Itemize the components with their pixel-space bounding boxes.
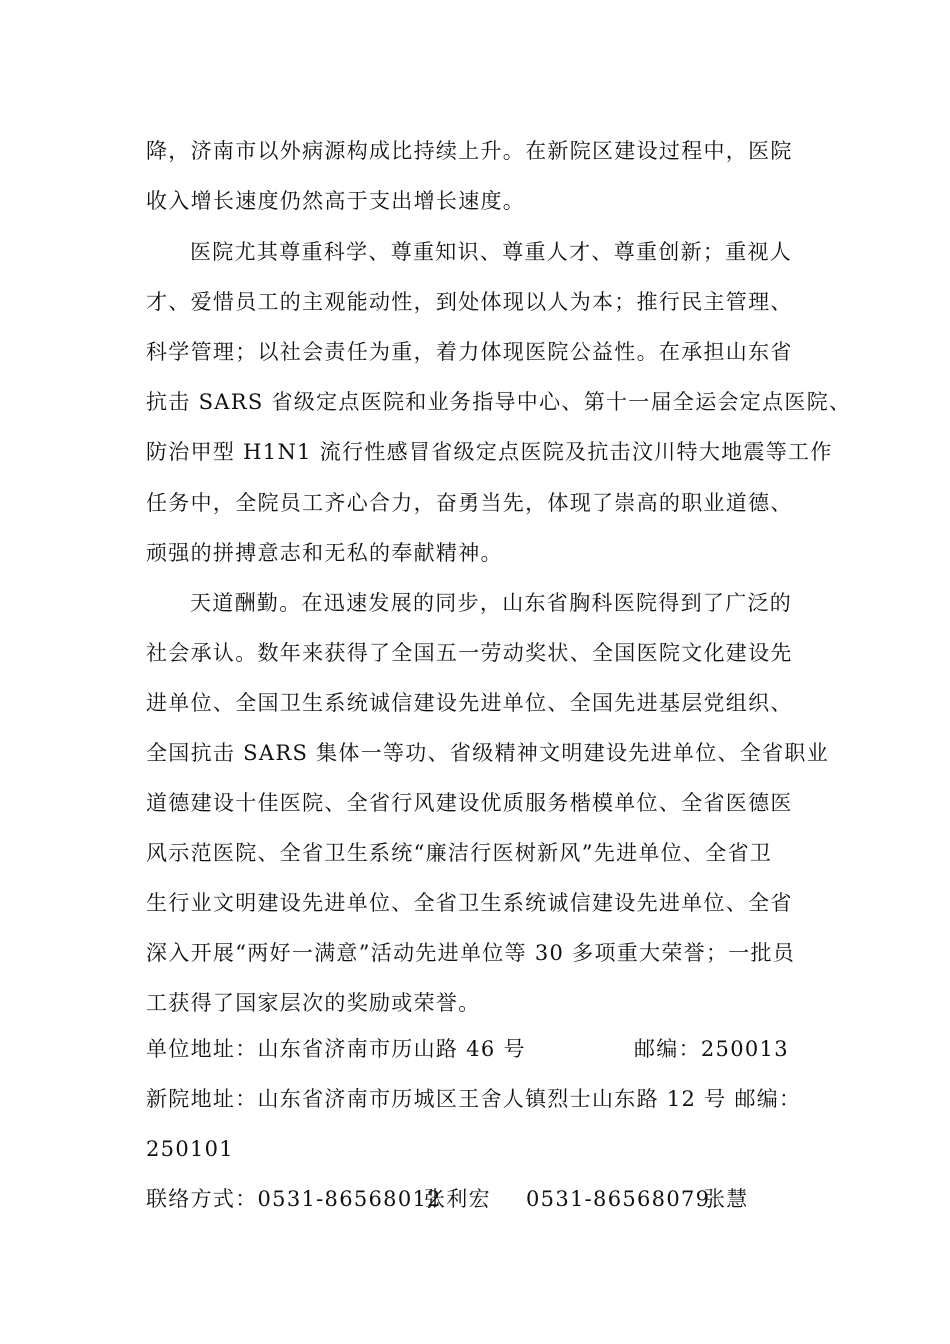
paragraph-1-line-2: 收入增长速度仍然高于支出增长速度。 bbox=[146, 189, 526, 213]
contact-name-1: 张利宏 bbox=[424, 1187, 491, 1211]
contact-name-2: 张慧 bbox=[704, 1187, 749, 1211]
paragraph-3-line-6: 风示范医院、全省卫生系统“廉洁行医树新风”先进单位、全省卫 bbox=[146, 841, 773, 865]
address-line-1: 单位地址：山东省济南市历山路 46 号 bbox=[146, 1037, 526, 1061]
paragraph-1-line-1: 降，济南市以外病源构成比持续上升。在新院区建设过程中，医院 bbox=[146, 139, 793, 163]
paragraph-3-line-4: 全国抗击 SARS 集体一等功、省级精神文明建设先进单位、全省职业 bbox=[146, 741, 829, 765]
paragraph-3-line-1: 天道酬勤。在迅速发展的同步，山东省胸科医院得到了广泛的 bbox=[190, 591, 793, 615]
paragraph-2-line-1: 医院尤其尊重科学、尊重知识、尊重人才、尊重创新；重视人 bbox=[190, 240, 793, 264]
paragraph-2-line-5: 防治甲型 H1N1 流行性感冒省级定点医院及抗击汶川特大地震等工作 bbox=[146, 440, 833, 464]
contact-label-phone-1: 联络方式：0531-86568012 bbox=[146, 1187, 442, 1211]
postcode-1: 邮编：250013 bbox=[634, 1037, 789, 1061]
paragraph-2-line-3: 科学管理；以社会责任为重，着力体现医院公益性。在承担山东省 bbox=[146, 340, 793, 364]
paragraph-3-line-2: 社会承认。数年来获得了全国五一劳动奖状、全国医院文化建设先 bbox=[146, 641, 793, 665]
paragraph-2-line-4: 抗击 SARS 省级定点医院和业务指导中心、第十一届全运会定点医院、 bbox=[146, 390, 852, 414]
paragraph-2-line-6: 任务中，全院员工齐心合力，奋勇当先，体现了崇高的职业道德、 bbox=[146, 491, 793, 515]
paragraph-2-line-7: 顽强的拼搏意志和无私的奉献精神。 bbox=[146, 541, 503, 565]
address-line-2: 新院地址：山东省济南市历城区王舍人镇烈士山东路 12 号 邮编： bbox=[146, 1087, 802, 1111]
paragraph-3-line-3: 进单位、全国卫生系统诚信建设先进单位、全国先进基层党组织、 bbox=[146, 691, 793, 715]
paragraph-3-line-8: 深入开展“两好一满意”活动先进单位等 30 多项重大荣誉；一批员 bbox=[146, 941, 796, 965]
contact-phone-2: 0531-86568079 bbox=[526, 1187, 711, 1211]
address-line-3: 250101 bbox=[146, 1137, 234, 1161]
paragraph-2-line-2: 才、爱惜员工的主观能动性，到处体现以人为本；推行民主管理、 bbox=[146, 290, 793, 314]
paragraph-3-line-5: 道德建设十佳医院、全省行风建设优质服务楷模单位、全省医德医 bbox=[146, 791, 793, 815]
paragraph-3-line-7: 生行业文明建设先进单位、全省卫生系统诚信建设先进单位、全省 bbox=[146, 891, 793, 915]
paragraph-3-line-9: 工获得了国家层次的奖励或荣誉。 bbox=[146, 991, 481, 1015]
